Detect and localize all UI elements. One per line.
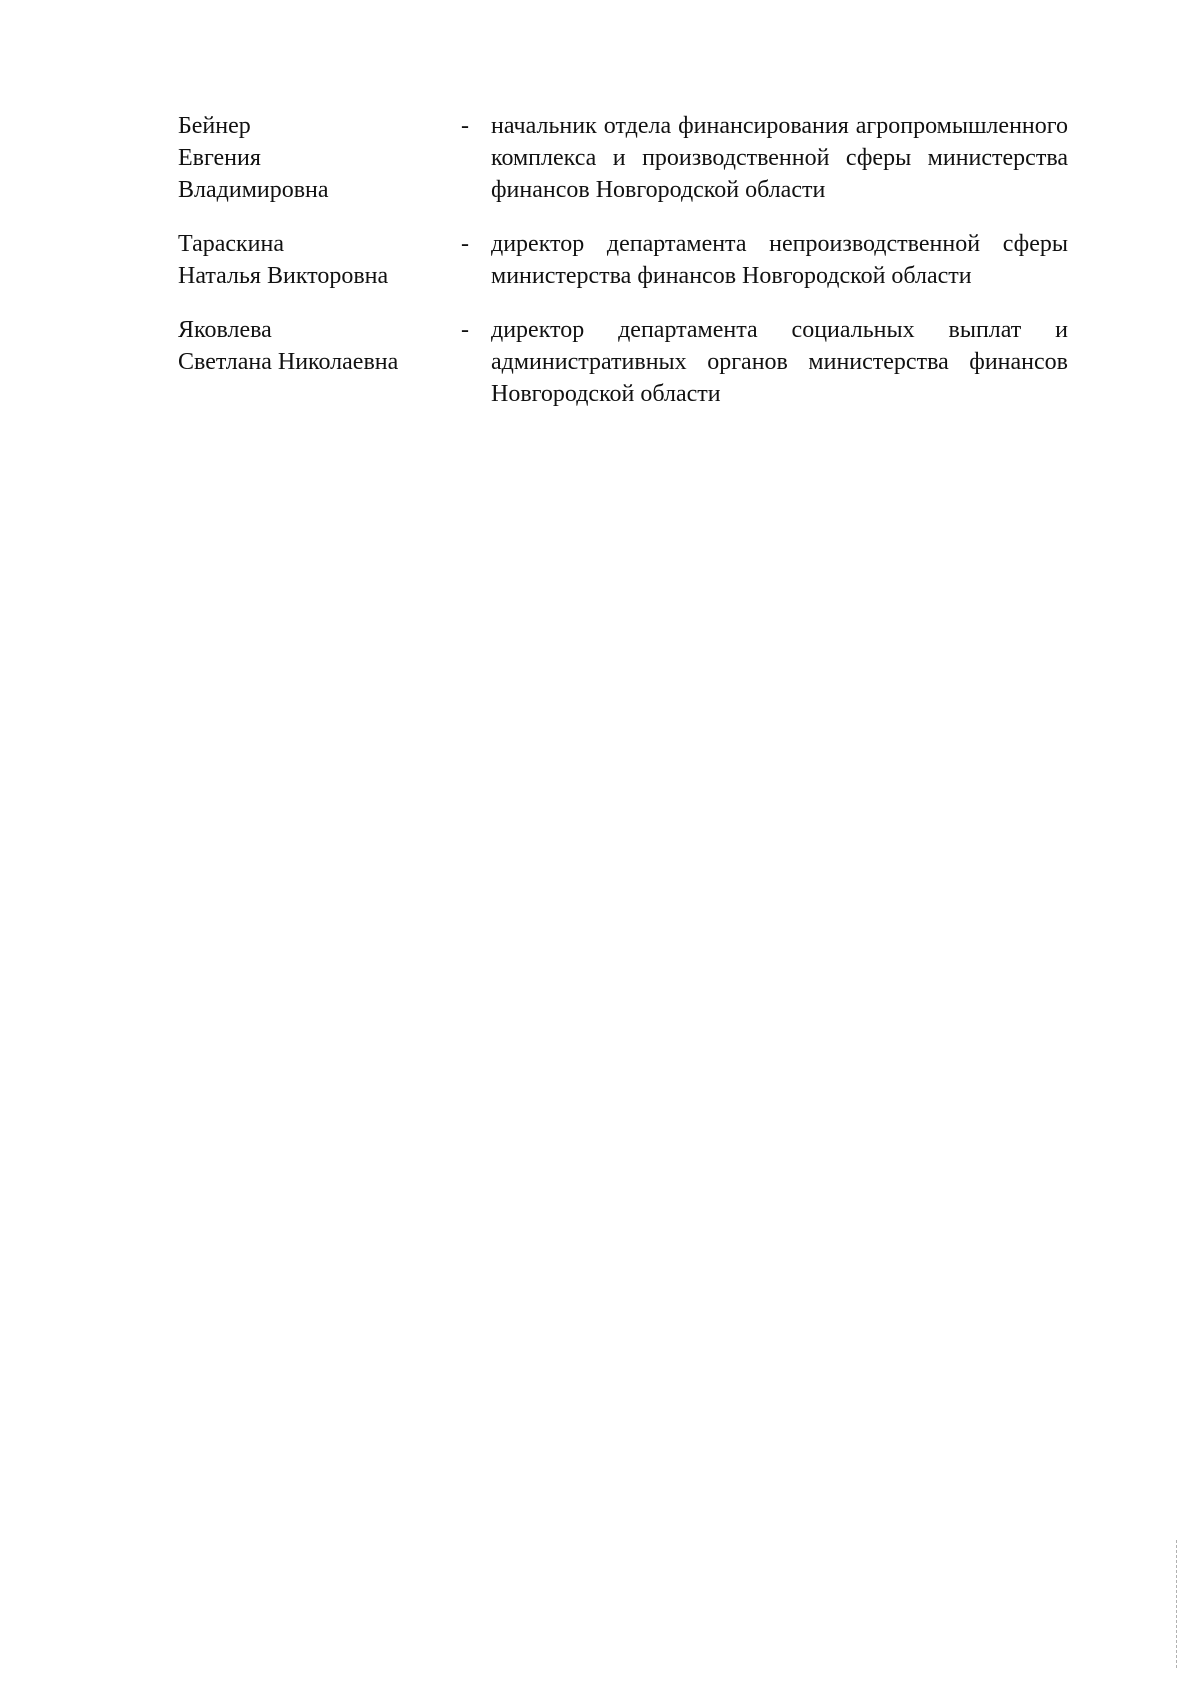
member-position: директор департамента непроизводственной сферы министерства финансов Новгородской области (491, 231, 1068, 289)
member-name (178, 110, 461, 206)
member-first-name: Евгения (178, 145, 261, 171)
members-list (178, 110, 1068, 432)
dash-separator: - (461, 113, 469, 139)
member-given-names: Светлана Николаевна (178, 349, 399, 375)
member-surname: Бейнер (178, 113, 251, 139)
member-patronymic: Владимировна (178, 177, 329, 203)
scan-edge-mark (1176, 1540, 1177, 1670)
member-name (178, 314, 461, 378)
member-given-names: Наталья Викторовна (178, 263, 389, 289)
member-surname: Яковлева (178, 317, 272, 343)
member-position: начальник отдела финансирования агропромышленного комплекса и производственной сферы министерства финансов Новгородской области (491, 113, 1068, 203)
member-surname: Тараскина (178, 231, 285, 257)
dash-separator: - (461, 317, 469, 343)
dash-separator: - (461, 231, 469, 257)
member-entry (178, 110, 1068, 206)
member-name (178, 228, 461, 292)
member-entry (178, 228, 1068, 292)
member-position: директор департамента социальных выплат и административных органов министерства финансов Новгородской области (491, 317, 1068, 407)
member-entry (178, 314, 1068, 410)
